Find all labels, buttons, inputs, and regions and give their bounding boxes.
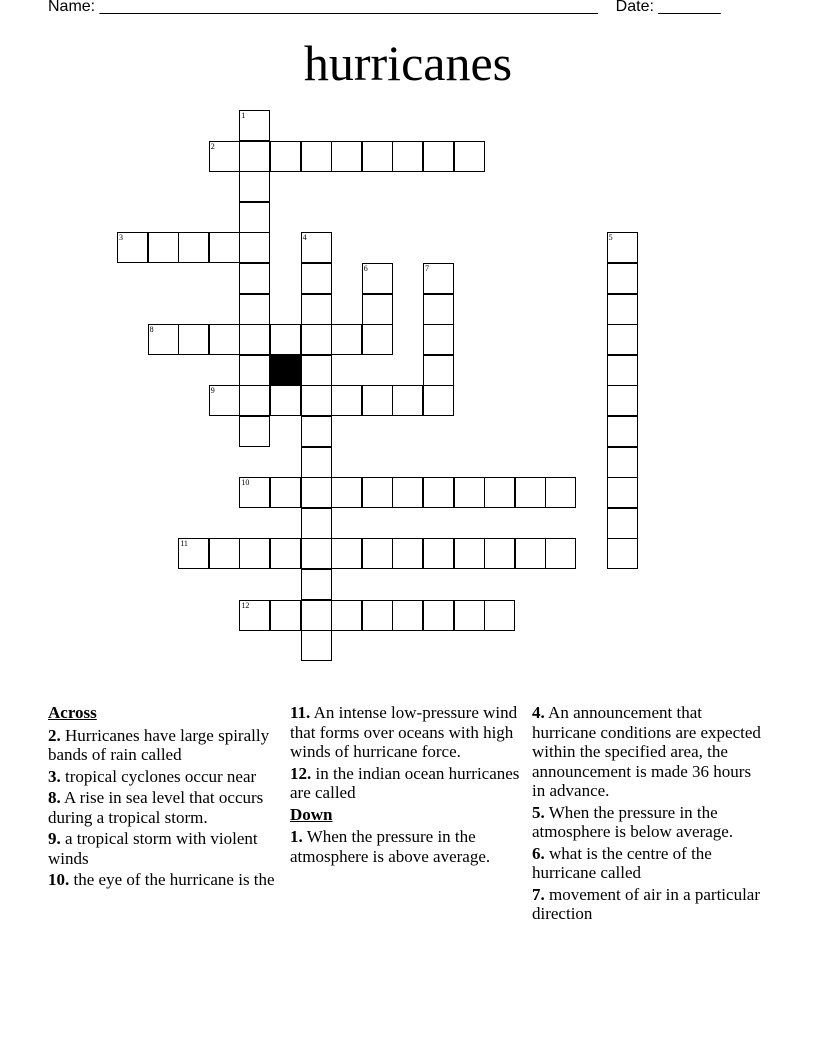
- grid-cell[interactable]: [454, 538, 485, 569]
- grid-cell[interactable]: [117, 232, 148, 263]
- grid-cell[interactable]: [178, 232, 209, 263]
- clue-text: a tropical storm with violent winds: [48, 829, 258, 868]
- clue-text: An intense low-pressure wind that forms over oceans with high winds of hurricane force.: [290, 703, 518, 761]
- grid-cell[interactable]: [301, 569, 332, 600]
- grid-cell[interactable]: [301, 477, 332, 508]
- grid-cell[interactable]: [362, 477, 393, 508]
- grid-cell[interactable]: [392, 538, 423, 569]
- grid-cell[interactable]: [301, 385, 332, 416]
- grid-cell[interactable]: [301, 141, 332, 172]
- name-blank[interactable]: ________________________________________________________: [99, 0, 598, 15]
- grid-cell[interactable]: [362, 263, 393, 294]
- across-clue-12: [290, 764, 526, 803]
- clue-number-label: 1: [241, 111, 246, 120]
- grid-cell[interactable]: [392, 477, 423, 508]
- down-clue-5: [532, 803, 768, 842]
- clue-number-label: 2: [210, 141, 215, 151]
- grid-cell[interactable]: [484, 538, 515, 569]
- grid-cell[interactable]: [178, 538, 209, 569]
- grid-cell[interactable]: [454, 600, 485, 631]
- grid-cell[interactable]: [331, 141, 362, 172]
- clue-text: what is the centre of the hurricane called: [532, 843, 712, 882]
- grid-cell[interactable]: [239, 600, 270, 631]
- clue-number: 5.: [532, 802, 545, 822]
- grid-cell[interactable]: [607, 508, 638, 539]
- grid-cell[interactable]: [239, 477, 270, 508]
- grid-cell[interactable]: [239, 202, 270, 233]
- grid-cell[interactable]: [239, 355, 270, 386]
- grid-cell[interactable]: [301, 630, 332, 661]
- grid-cell[interactable]: [423, 324, 454, 355]
- grid-cell[interactable]: [239, 324, 270, 355]
- clue-text: Hurricanes have large spirally bands of rain called: [48, 725, 270, 764]
- grid-cell[interactable]: [209, 232, 240, 263]
- grid-cell[interactable]: [331, 385, 362, 416]
- clue-text: the eye of the hurricane is the: [69, 870, 275, 889]
- grid-cell[interactable]: [209, 324, 240, 355]
- clue-number-label: 4: [302, 233, 307, 243]
- grid-cell[interactable]: [270, 324, 301, 355]
- clue-number: 1.: [290, 827, 303, 846]
- grid-cell[interactable]: [209, 385, 240, 416]
- grid-cell[interactable]: [607, 324, 638, 355]
- grid-cell[interactable]: [423, 477, 454, 508]
- across-heading: Across: [48, 703, 97, 722]
- grid-cell[interactable]: [362, 600, 393, 631]
- down-clue-7: [532, 885, 768, 924]
- grid-cell[interactable]: [301, 294, 332, 325]
- clue-number: 8.: [48, 788, 61, 807]
- clue-number: 2.: [48, 725, 61, 745]
- grid-cell[interactable]: [607, 355, 638, 386]
- grid-cell[interactable]: [178, 324, 209, 355]
- clue-number: 10.: [48, 870, 70, 889]
- grid-cell[interactable]: [301, 600, 332, 631]
- clues-column-1: [48, 703, 284, 892]
- clue-number: 11.: [290, 703, 311, 722]
- across-clue-8: [48, 788, 284, 827]
- clue-text: When the pressure in the atmosphere is above average.: [290, 827, 491, 866]
- grid-cell[interactable]: [362, 538, 393, 569]
- grid-cell[interactable]: [270, 477, 301, 508]
- across-clue-9: [48, 829, 284, 868]
- grid-cell[interactable]: [392, 141, 423, 172]
- grid-cell[interactable]: [331, 538, 362, 569]
- grid-cell[interactable]: [362, 324, 393, 355]
- grid-cell[interactable]: [239, 538, 270, 569]
- grid-cell[interactable]: [301, 232, 332, 263]
- grid-cell[interactable]: [423, 355, 454, 386]
- clue-number-label: 7: [425, 264, 429, 273]
- clue-number-label: 10: [241, 478, 250, 488]
- grid-cell[interactable]: [331, 600, 362, 631]
- clue-text: movement of air in a particular direction: [532, 884, 760, 923]
- clue-text: tropical cyclones occur near: [60, 766, 257, 786]
- grid-cell[interactable]: [209, 538, 240, 569]
- grid-cell[interactable]: [362, 141, 393, 172]
- clue-number: 4.: [532, 703, 545, 722]
- grid-cell[interactable]: [423, 538, 454, 569]
- clue-number: 6.: [532, 843, 545, 863]
- clue-number-label: 8: [149, 325, 154, 335]
- grid-cell[interactable]: [423, 294, 454, 325]
- grid-cell[interactable]: [239, 171, 270, 202]
- grid-cell[interactable]: [423, 263, 454, 294]
- grid-cell[interactable]: [607, 416, 638, 447]
- clue-number-label: 9: [210, 386, 215, 396]
- grid-cell[interactable]: [239, 232, 270, 263]
- grid-cell[interactable]: [392, 600, 423, 631]
- grid-cell[interactable]: [148, 232, 179, 263]
- grid-cell[interactable]: [301, 538, 332, 569]
- grid-cell[interactable]: [607, 447, 638, 478]
- grid-cell[interactable]: [515, 477, 546, 508]
- clue-text: An announcement that hurricane conditions are expected within the specified area, the announcement is made 36 hours in advance.: [532, 703, 761, 800]
- clues-column-2: [290, 703, 526, 868]
- grid-cell[interactable]: [607, 538, 638, 569]
- clues-column-3: [532, 703, 768, 926]
- grid-cell[interactable]: [301, 416, 332, 447]
- grid-cell[interactable]: [423, 385, 454, 416]
- clue-number: 3.: [48, 766, 61, 786]
- grid-cell[interactable]: [148, 324, 179, 355]
- grid-cell[interactable]: [607, 294, 638, 325]
- grid-cell[interactable]: [301, 324, 332, 355]
- grid-cell[interactable]: [209, 141, 240, 172]
- across-clue-10: [48, 870, 284, 890]
- name-label: Name:: [48, 0, 96, 15]
- grid-cell[interactable]: [270, 538, 301, 569]
- across-clue-11: [290, 703, 526, 762]
- grid-cell[interactable]: [362, 294, 393, 325]
- grid-cell[interactable]: [331, 477, 362, 508]
- date-blank[interactable]: _______: [658, 0, 721, 15]
- grid-cell[interactable]: [607, 385, 638, 416]
- down-clue-4: [532, 703, 768, 801]
- across-clue-3: [48, 767, 284, 787]
- clue-number-label: 6: [363, 264, 368, 273]
- grid-cell[interactable]: [239, 416, 270, 447]
- grid-cell[interactable]: [301, 447, 332, 478]
- grid-cell[interactable]: [545, 477, 576, 508]
- clue-number-label: 3: [119, 233, 123, 243]
- page-title: hurricanes: [303, 35, 513, 91]
- grid-cell[interactable]: [484, 600, 515, 631]
- grid-cell[interactable]: [239, 141, 270, 172]
- clue-text: A rise in sea level that occurs during a tropical storm.: [48, 788, 264, 827]
- grid-cell[interactable]: [392, 385, 423, 416]
- grid-cell[interactable]: [239, 294, 270, 325]
- down-clue-1: [290, 827, 526, 866]
- grid-cell[interactable]: [301, 263, 332, 294]
- grid-cell[interactable]: [239, 263, 270, 294]
- clue-number: 12.: [290, 763, 312, 783]
- grid-cell[interactable]: [301, 355, 332, 386]
- grid-cell[interactable]: [301, 508, 332, 539]
- grid-cell[interactable]: [423, 600, 454, 631]
- grid-cell[interactable]: [515, 538, 546, 569]
- grid-cell[interactable]: [454, 141, 485, 172]
- clue-text: When the pressure in the atmosphere is below average.: [532, 802, 734, 841]
- clue-number-label: 5: [608, 233, 613, 243]
- grid-cell[interactable]: [270, 600, 301, 631]
- grid-cell[interactable]: [331, 324, 362, 355]
- grid-cell[interactable]: [239, 385, 270, 416]
- grid-block: [270, 355, 301, 386]
- grid-cell[interactable]: [545, 538, 576, 569]
- clue-number-label: 12: [241, 600, 250, 610]
- grid-cell[interactable]: [239, 110, 270, 141]
- date-label: Date:: [615, 0, 654, 15]
- grid-cell[interactable]: [362, 385, 393, 416]
- grid-cell[interactable]: [607, 263, 638, 294]
- clue-number-label: 11: [180, 539, 188, 549]
- grid-cell[interactable]: [454, 477, 485, 508]
- clue-number: 9.: [48, 829, 61, 848]
- down-heading: Down: [290, 804, 333, 824]
- across-clue-2: [48, 726, 284, 765]
- clue-number: 7.: [532, 884, 545, 904]
- clue-text: in the indian ocean hurricanes are called: [290, 763, 520, 802]
- grid-cell[interactable]: [607, 477, 638, 508]
- grid-cell[interactable]: [607, 232, 638, 263]
- grid-cell[interactable]: [423, 141, 454, 172]
- grid-cell[interactable]: [270, 385, 301, 416]
- down-clue-6: [532, 844, 768, 883]
- grid-cell[interactable]: [270, 141, 301, 172]
- grid-cell[interactable]: [484, 477, 515, 508]
